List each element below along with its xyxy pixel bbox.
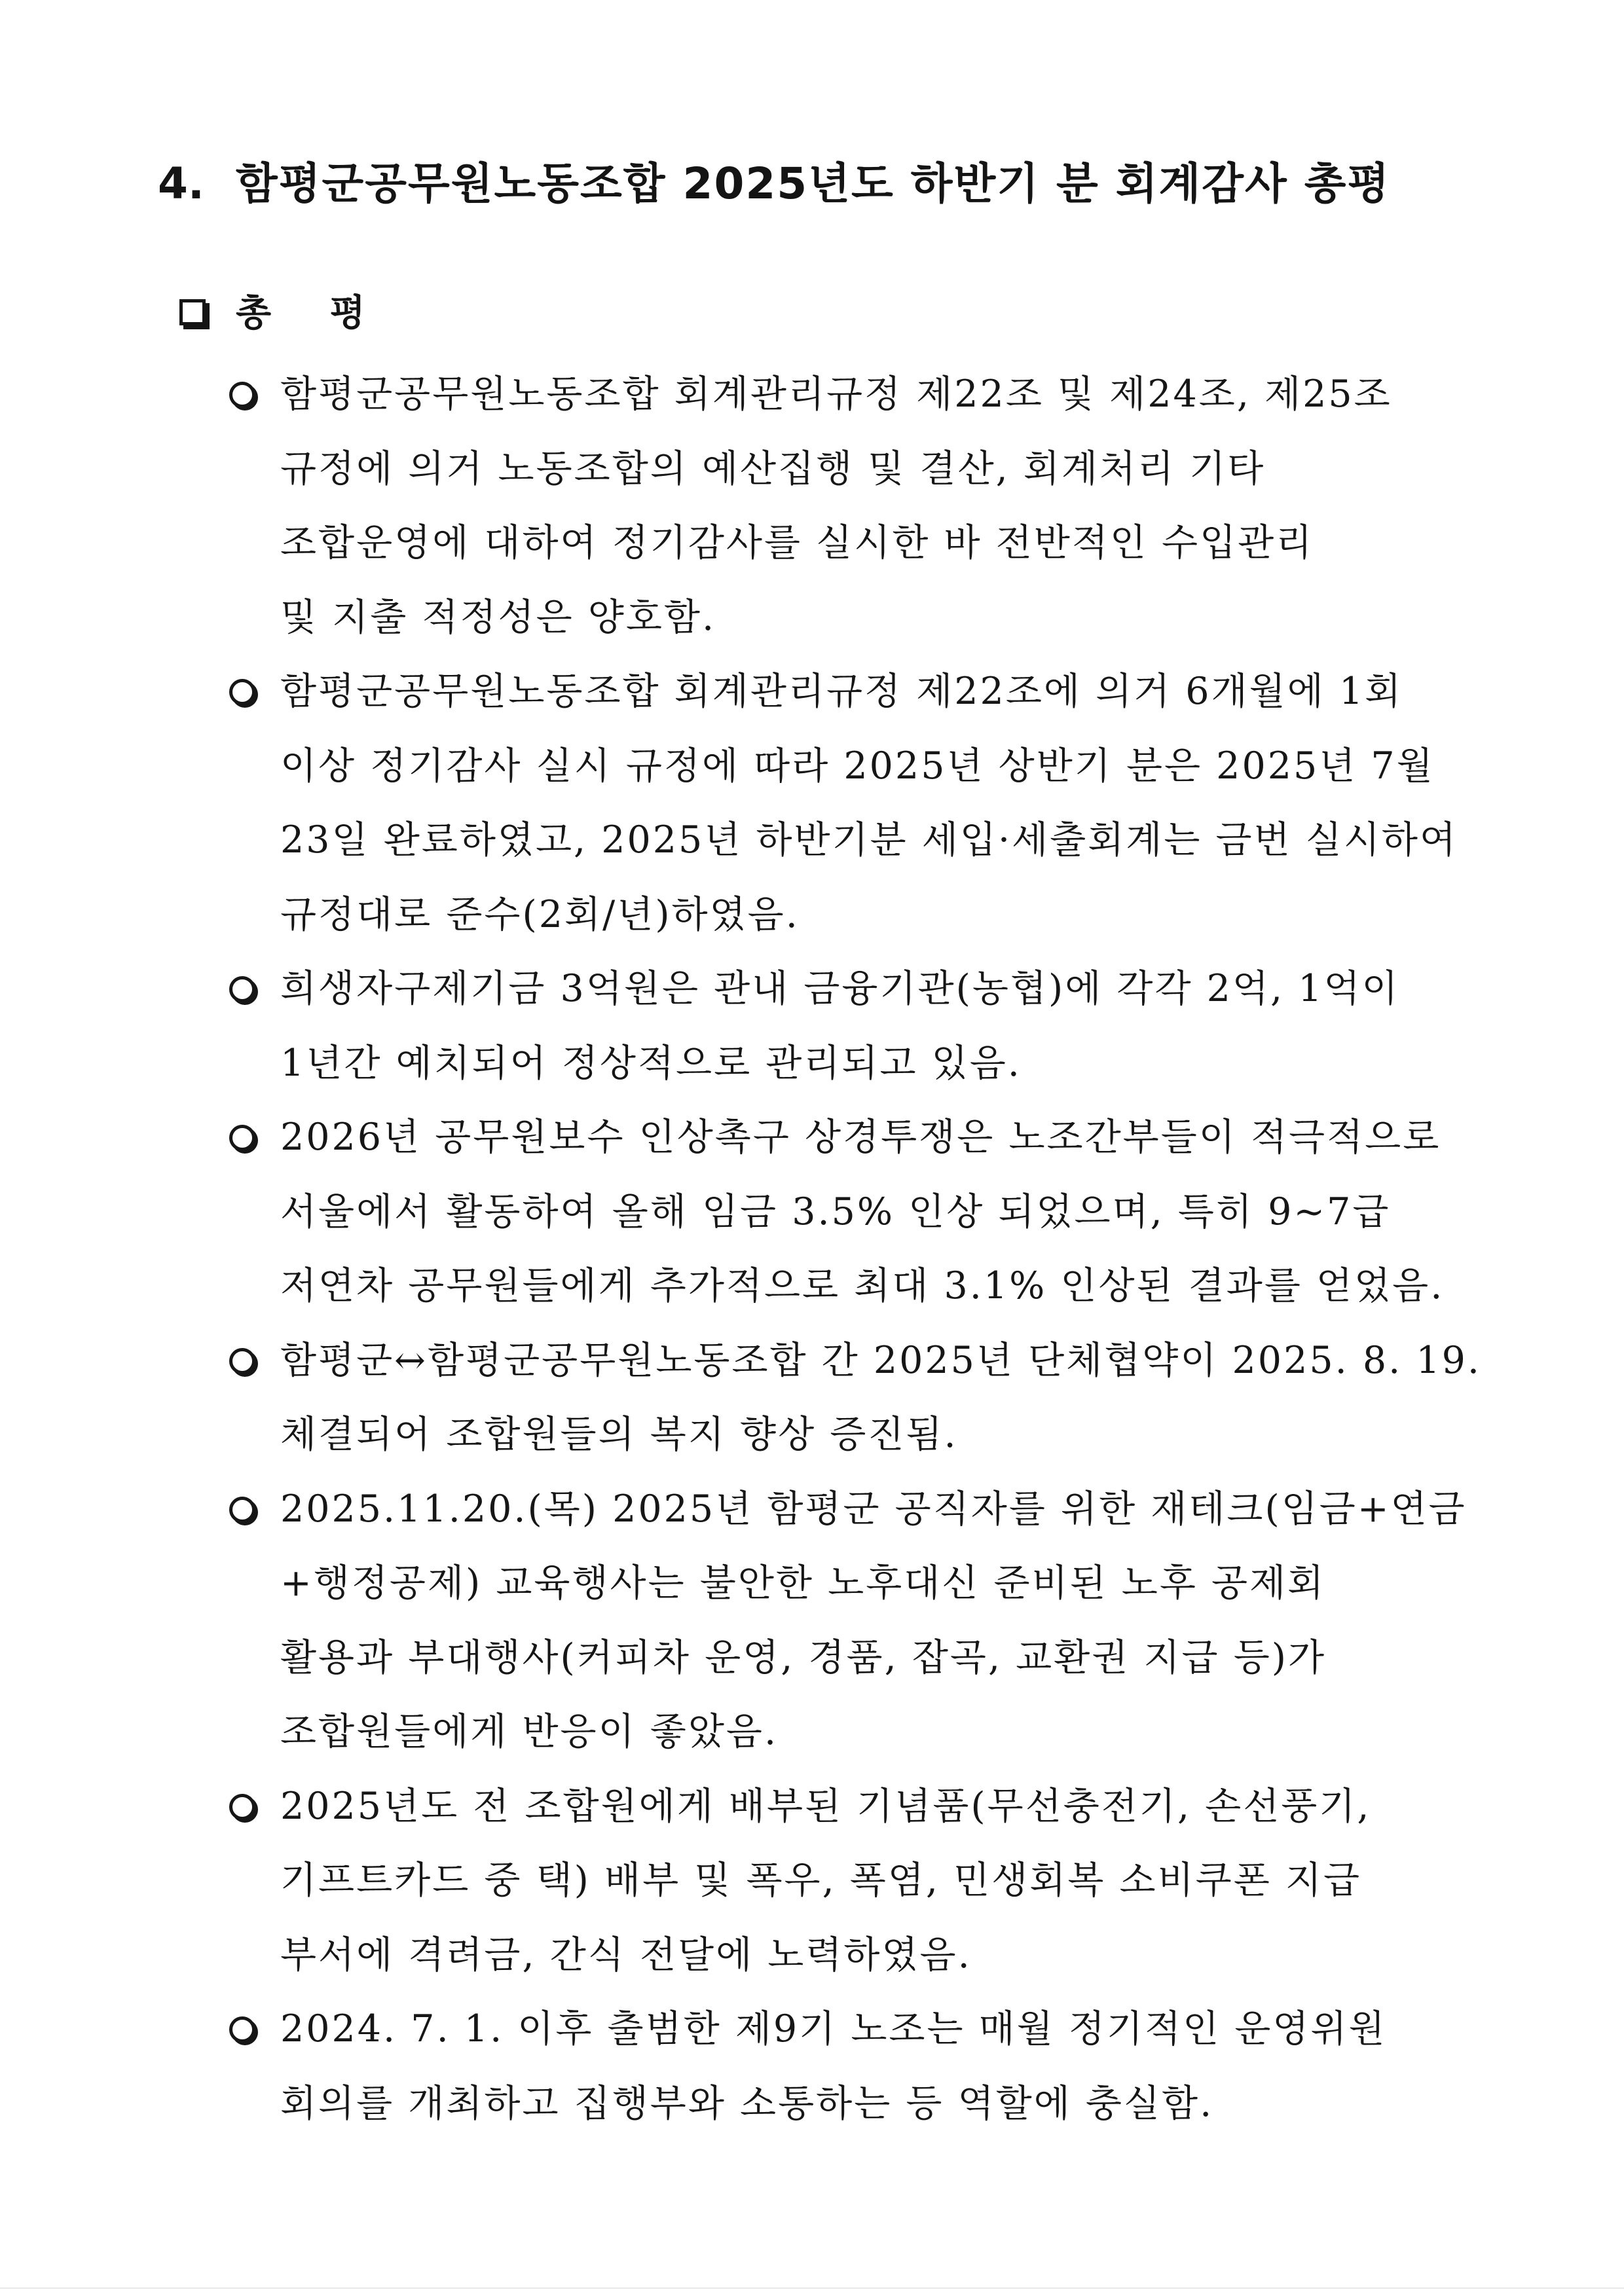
summary-list (0, 357, 1624, 2141)
circle-bullet-icon (229, 1794, 255, 1820)
item-text-line: 2026년 공무원보수 인상촉구 상경투쟁은 노조간부들이 적극적으로 (280, 1116, 1441, 1159)
circle-bullet-icon (229, 1348, 255, 1374)
item-text-line: 활용과 부대행사(커피차 운영, 경품, 잡곡, 교환권 지급 등)가 (280, 1635, 1327, 1679)
item-text-line: 및 지출 적정성은 양호함. (280, 595, 716, 639)
item-text-line: +행정공제) 교육행사는 불안한 노후대신 준비된 노후 공제회 (280, 1561, 1326, 1605)
item-text-line: 1년간 예치되어 정상적으로 관리되고 있음. (280, 1041, 1022, 1085)
summary-item (0, 357, 1624, 655)
shadowed-square-icon (179, 299, 206, 325)
item-text-line: 함평군↔함평군공무원노동조합 간 2025년 단체협약이 2025. 8. 19. (280, 1338, 1481, 1382)
scan-edge-line (0, 2287, 1624, 2289)
summary-item (0, 655, 1624, 952)
item-text-line: 2025년도 전 조합원에게 배부된 기념품(무선충전기, 손선풍기, (280, 1784, 1371, 1828)
circle-bullet-icon (229, 1125, 255, 1151)
item-text-line: 함평군공무원노동조합 회계관리규정 제22조 및 제24조, 제25조 (280, 373, 1392, 416)
summary-item (0, 952, 1624, 1101)
item-text-line: 회의를 개최하고 집행부와 소통하는 등 역할에 충실함. (280, 2081, 1214, 2125)
item-text-line: 함평군공무원노동조합 회계관리규정 제22조에 의거 6개월에 1회 (280, 670, 1403, 713)
page-title: 함평군공무원노동조합 2025년도 하반기 분 회계감사 총평 (236, 158, 1391, 209)
item-text-line: 체결되어 조합원들의 복지 향상 증진됨. (280, 1413, 958, 1456)
circle-bullet-icon (229, 679, 255, 705)
item-text-line: 규정에 의거 노동조합의 예산집행 및 결산, 회계처리 기타 (280, 446, 1266, 490)
circle-bullet-icon (229, 2016, 255, 2043)
item-text-line: 부서에 격려금, 간식 전달에 노력하였음. (280, 1933, 972, 1977)
summary-item (0, 1101, 1624, 1324)
circle-bullet-icon (229, 1497, 255, 1523)
item-text-line: 저연차 공무원들에게 추가적으로 최대 3.1% 인상된 결과를 얻었음. (280, 1264, 1445, 1307)
summary-item (0, 1472, 1624, 1770)
item-text-line: 2024. 7. 1. 이후 출범한 제9기 노조는 매월 정기적인 운영위원 (280, 2007, 1387, 2050)
item-text-line: 기프트카드 중 택) 배부 및 폭우, 폭염, 민생회복 소비쿠폰 지급 (280, 1859, 1362, 1902)
item-text-line: 규정대로 준수(2회/년)하였음. (280, 892, 800, 936)
item-text-line: 이상 정기감사 실시 규정에 따라 2025년 상반기 분은 2025년 7월 (280, 744, 1435, 788)
section-heading: 총 평 (236, 292, 365, 335)
title-number: 4. (158, 158, 204, 209)
item-text-line: 23일 완료하였고, 2025년 하반기분 세입·세출회계는 금번 실시하여 (280, 818, 1458, 862)
summary-item (0, 1770, 1624, 1993)
item-text-line: 서울에서 활동하여 올해 임금 3.5% 인상 되었으며, 특히 9~7급 (280, 1190, 1391, 1233)
circle-bullet-icon (229, 976, 255, 1002)
item-text-line: 희생자구제기금 3억원은 관내 금융기관(농협)에 각각 2억, 1억이 (280, 967, 1400, 1010)
summary-item (0, 1992, 1624, 2141)
item-text-line: 조합원들에게 반응이 좋았음. (280, 1710, 779, 1753)
circle-bullet-icon (229, 382, 255, 408)
summary-item (0, 1324, 1624, 1472)
item-text-line: 조합운영에 대하여 정기감사를 실시한 바 전반적인 수입관리 (280, 521, 1314, 564)
item-text-line: 2025.11.20.(목) 2025년 함평군 공직자를 위한 재테크(임금+연금 (280, 1487, 1467, 1531)
